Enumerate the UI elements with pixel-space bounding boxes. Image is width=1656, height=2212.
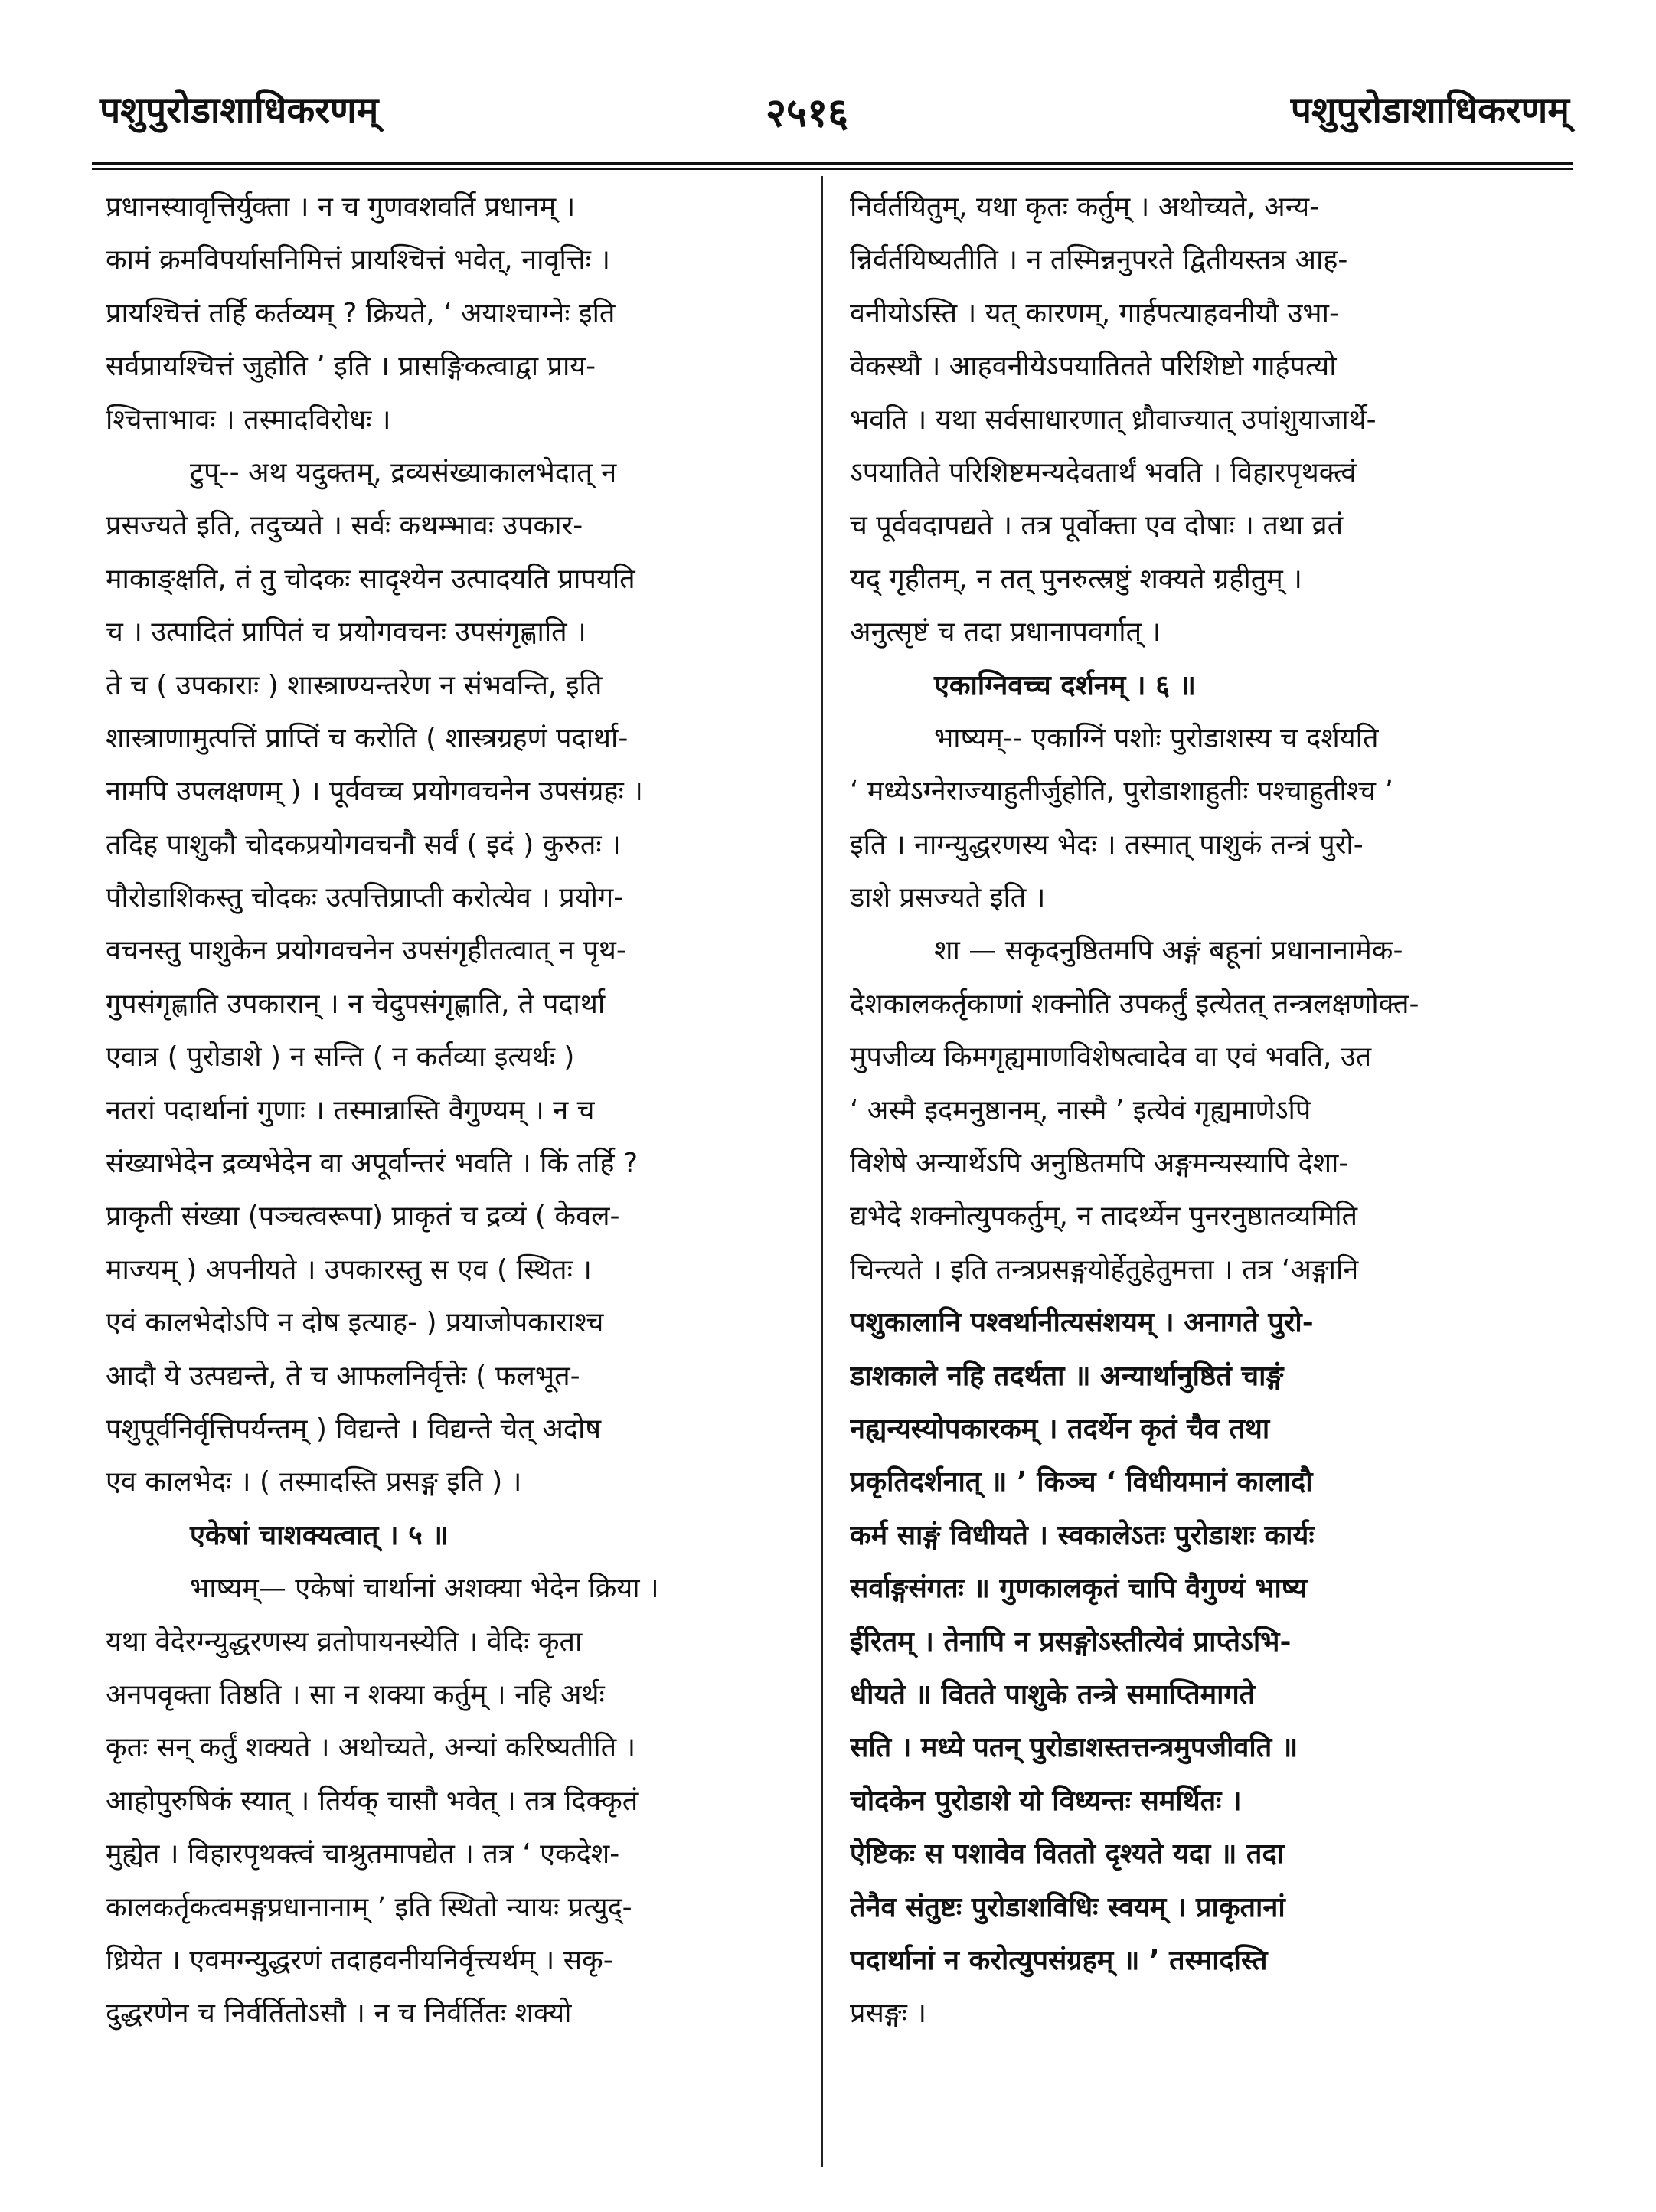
text-line: यथा वेदेरग्न्युद्धरणस्य व्रतोपायनस्येति । वेदिः कृता <box>106 1626 583 1658</box>
text-line: यद् गृहीतम्, न तत् पुनरुत्स्रष्टुं शक्यते ग्रहीतुम् । <box>850 563 1302 595</box>
text-line: शा — सकृदनुष्ठितमपि अङ्गं बहूनां प्रधानानामेक- <box>934 935 1403 967</box>
text-line: चिन्त्यते । इति तन्त्रप्रसङ्गयोर्हेतुहेतुमत्ता । तत्र ‘अङ्गानि <box>850 1253 1359 1286</box>
text-line: माज्यम् ) अपनीयते । उपकारस्तु स एव ( स्थितः । <box>106 1253 592 1286</box>
text-line: देशकालकर्तृकाणां शक्नोति उपकर्तुं इत्येतत् तन्त्रलक्षणोक्त- <box>850 988 1419 1020</box>
text-line: चोदकेन पुरोडाशे यो विध्यन्तः समर्थितः । <box>850 1785 1242 1817</box>
text-line: एवात्र ( पुरोडाशे ) न सन्ति ( न कर्तव्या इत्यर्थः ) <box>106 1041 575 1073</box>
text-line: ऽपयातिते परिशिष्टमन्यदेवतार्थं भवति । विहारपृथक्त्वं <box>850 456 1357 488</box>
text-line: भाष्यम्-- एकाग्निं पशोः पुरोडाशस्य च दर्शयति <box>934 722 1379 754</box>
text-line: प्रायश्चित्तं तर्हि कर्तव्यम् ? क्रियते, ‘ अयाश्चाग्नेः इति <box>106 297 616 329</box>
text-line: ईरितम् । तेनापि न प्रसङ्गोऽस्तीत्येवं प्राप्तेऽभि- <box>850 1626 1292 1658</box>
text-line: वेकस्थौ । आहवनीयेऽपयातितते परिशिष्टो गार्हपत्यो <box>850 351 1337 383</box>
text-line: पौरोडाशिकस्तु चोदकः उत्पत्तिप्राप्ती करोत्येव । प्रयोग- <box>106 882 624 914</box>
text-line: पदार्थानां न करोत्युपसंग्रहम् ॥ ’ तस्मादस्ति <box>850 1944 1268 1976</box>
text-line: दुद्धरणेन च निर्वर्तितोऽसौ । न च निर्वर्तितः शक्यो <box>106 1998 572 2030</box>
column-divider <box>821 176 823 2167</box>
text-line: एवं कालभेदोऽपि न दोष इत्याह- ) प्रयाजोपकाराश्च <box>106 1307 604 1339</box>
text-line: निर्वर्तयितुम्, यथा कृतः कर्तुम् । अथोच्यते, अन्य- <box>850 191 1320 223</box>
text-line: डाशकाले नहि तदर्थता ॥ अन्यार्थानुष्ठितं चाङ्गं <box>850 1360 1284 1392</box>
text-line: आहोपुरुषिकं स्यात् । तिर्यक् चासौ भवेत् । तत्र दिक्कृतं <box>106 1785 639 1817</box>
text-line: टुप्-- अथ यदुक्तम्, द्रव्यसंख्याकालभेदात् न <box>190 456 617 488</box>
text-line: नह्यन्यस्योपकारकम् । तदर्थेन कृतं चैव तथा <box>850 1413 1270 1445</box>
text-line: भाष्यम्— एकेषां चार्थानां अशक्या भेदेन क्रिया । <box>190 1573 659 1605</box>
text-line: नतरां पदार्थानां गुणाः । तस्मान्नास्ति वैगुण्यम् । न च <box>106 1094 595 1126</box>
page-number: २५१६ <box>766 90 849 136</box>
text-line: ध्रियेत । एवमग्न्युद्धरणं तदाहवनीयनिर्वृत्त्यर्थम् । सकृ- <box>106 1944 613 1976</box>
text-line: तेनैव संतुष्टः पुरोडाशविधिः स्वयम् । प्राकृतानां <box>850 1891 1285 1923</box>
text-line: सर्वाङ्गसंगतः ॥ गुणकालकृतं चापि वैगुण्यं भाष्य <box>850 1573 1308 1605</box>
text-line: संख्याभेदेन द्रव्यभेदेन वा अपूर्वान्तरं भवति । किं तर्हि ? <box>106 1148 639 1180</box>
text-line: कर्म साङ्गं विधीयते । स्वकालेऽतः पुरोडाशः कार्यः <box>850 1519 1315 1551</box>
text-line: एकेषां चाशक्यत्वात् । ५ ॥ <box>190 1519 449 1551</box>
text-line: डाशे प्रसज्यते इति । <box>850 882 1046 914</box>
header-rule <box>92 162 1573 170</box>
text-line: सर्वप्रायश्चित्तं जुहोति ’ इति । प्रासङ्गिकत्वाद्वा प्राय- <box>106 351 596 383</box>
text-line: इति । नाग्न्युद्धरणस्य भेदः । तस्मात् पाशुकं तन्त्रं पुरो- <box>850 828 1364 861</box>
text-line: ‘ अस्मै इदमनुष्ठानम्, नास्मै ’ इत्येवं गृह्यमाणेऽपि <box>850 1094 1311 1126</box>
text-line: नामपि उपलक्षणम् ) । पूर्ववच्च प्रयोगवचनेन उपसंग्रहः । <box>106 776 643 808</box>
text-line: ‘ मध्येऽग्नेराज्याहुतीर्जुहोति, पुरोडाशाहुतीः पश्चाहुतीश्च ’ <box>850 776 1393 808</box>
left-column <box>106 181 799 2171</box>
text-line: तदिह पाशुकौ चोदकप्रयोगवचनौ सर्वं ( इदं ) कुरुतः । <box>106 828 621 861</box>
text-line: पशुकालानि पश्वर्थानीत्यसंशयम् । अनागते पुरो- <box>850 1307 1314 1339</box>
text-line: एकाग्निवच्च दर्शनम् । ६ ॥ <box>934 669 1196 701</box>
text-line: अनुत्सृष्टं च तदा प्रधानापवर्गात् । <box>850 616 1161 649</box>
text-line: मुह्येत । विहारपृथक्त्वं चाश्रुतमापद्येत । तत्र ‘ एकदेश- <box>106 1838 620 1871</box>
text-line: अनपवृक्ता तिष्ठति । सा न शक्या कर्तुम् । नहि अर्थः <box>106 1678 605 1710</box>
text-line: धीयते ॥ वितते पाशुके तन्त्रे समाप्तिमागते <box>850 1678 1256 1710</box>
text-line: प्राकृती संख्या (पञ्चत्वरूपा) प्राकृतं च द्रव्यं ( केवल- <box>106 1201 620 1233</box>
text-line: शास्त्राणामुत्पत्तिं प्राप्तिं च करोति ( शास्त्रग्रहणं पदार्था- <box>106 722 629 754</box>
text-line: मुपजीव्य किमगृह्यमाणविशेषत्वादेव वा एवं भवति, उत <box>850 1041 1372 1073</box>
text-line: गुपसंगृह्णाति उपकारान् । न चेदुपसंगृह्णाति, ते पदार्था <box>106 988 606 1020</box>
text-line: सति । मध्ये पतन् पुरोडाशस्तत्तन्त्रमुपजीवति ॥ <box>850 1732 1298 1764</box>
text-line: पशुपूर्वनिर्वृत्तिपर्यन्तम् ) विद्यन्ते । विद्यन्ते चेत् अदोष <box>106 1413 602 1445</box>
text-line: ते च ( उपकाराः ) शास्त्राण्यन्तरेण न संभवन्ति, इति <box>106 669 603 701</box>
text-line: प्रधानस्यावृत्तिर्युक्ता । न च गुणवशवर्ति प्रधानम् । <box>106 191 576 223</box>
text-line: ऐष्टिकः स पशावेव विततो दृश्यते यदा ॥ तदा <box>850 1838 1284 1871</box>
running-title-right: पशुपुरोडाशाधिकरणम् <box>1290 89 1569 132</box>
running-title-left: पशुपुरोडाशाधिकरणम् <box>100 89 379 132</box>
page-header <box>92 77 1569 161</box>
text-line: कृतः सन् कर्तुं शक्यते । अथोच्यते, अन्यां करिष्यतीति । <box>106 1732 636 1764</box>
text-line: एव कालभेदः । ( तस्मादस्ति प्रसङ्ग इति ) । <box>106 1466 522 1498</box>
text-line: कामं क्रमविपर्यासनिमित्तं प्रायश्चित्तं भवेत्, नावृत्तिः । <box>106 244 611 276</box>
text-line: च पूर्ववदापद्यते । तत्र पूर्वोक्ता एव दोषाः । तथा व्रतं <box>850 510 1344 542</box>
text-line: वनीयोऽस्ति । यत् कारणम्, गार्हपत्याहवनीयौ उभा- <box>850 297 1339 329</box>
text-line: द्यभेदे शक्नोत्युपकर्तुम्, न तादर्थ्येन पुनरनुष्ठातव्यमिति <box>850 1201 1358 1233</box>
text-line: श्चित्ताभावः । तस्मादविरोधः । <box>106 404 391 436</box>
text-line: प्रकृतिदर्शनात् ॥ ’ किञ्च ‘ विधीयमानं कालादौ <box>850 1466 1313 1498</box>
text-line: आदौ ये उत्पद्यन्ते, ते च आफलनिर्वृत्तेः ( फलभूत- <box>106 1360 580 1392</box>
text-line: न्निर्वर्तयिष्यतीति । न तस्मिन्ननुपरते द्वितीयस्तत्र आह- <box>850 244 1348 276</box>
text-line: प्रसङ्गः । <box>850 1998 926 2030</box>
text-line: च । उत्पादितं प्रापितं च प्रयोगवचनः उपसंगृह्णाति । <box>106 616 586 649</box>
text-line: विशेषे अन्यार्थेऽपि अनुष्ठितमपि अङ्गमन्यस्यापि देशा- <box>850 1148 1349 1180</box>
right-column <box>850 181 1566 2171</box>
text-line: भवति । यथा सर्वसाधारणात् ध्रौवाज्यात् उपांशुयाजार्थे- <box>850 404 1377 436</box>
text-line: कालकर्तृकत्वमङ्गप्रधानानाम् ’ इति स्थितो न्यायः प्रत्युद्- <box>106 1891 632 1923</box>
text-line: माकाङ्क्षति, तं तु चोदकः सादृश्येन उत्पादयति प्रापयति <box>106 563 635 595</box>
text-line: प्रसज्यते इति, तदुच्यते । सर्वः कथम्भावः उपकार- <box>106 510 583 542</box>
text-line: वचनस्तु पाशुकेन प्रयोगवचनेन उपसंगृहीतत्वात् न पृथ- <box>106 935 626 967</box>
